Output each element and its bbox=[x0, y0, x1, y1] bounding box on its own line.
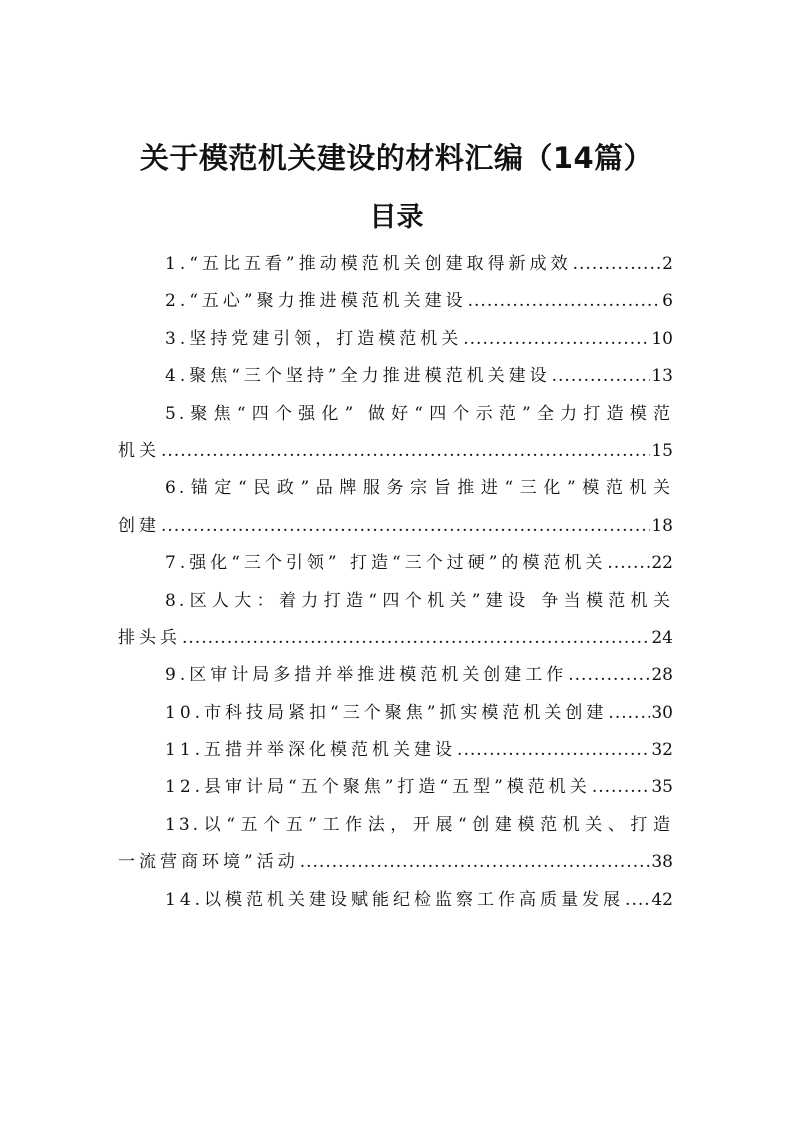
dot-leader bbox=[463, 321, 650, 358]
toc-entry-page: 22 bbox=[651, 553, 673, 574]
toc-entry-page: 32 bbox=[651, 740, 673, 761]
toc-entry-title: 9.区审计局多措并举推进模范机关创建工作 bbox=[165, 665, 568, 686]
toc-entry[interactable] bbox=[118, 283, 673, 320]
toc-entry[interactable] bbox=[118, 396, 673, 433]
toc-entry[interactable] bbox=[118, 321, 673, 358]
toc-entry-page: 35 bbox=[651, 777, 673, 798]
toc-entry[interactable] bbox=[118, 732, 673, 769]
toc-entry-title: 机关 bbox=[118, 440, 160, 461]
toc-entry-title: 8.区人大：着力打造“四个机关”建设 争当模范机关 bbox=[165, 590, 673, 611]
dot-leader bbox=[468, 283, 662, 320]
toc-entry[interactable] bbox=[118, 657, 673, 694]
toc-entry[interactable] bbox=[118, 844, 673, 881]
dot-leader bbox=[161, 508, 650, 545]
toc-entry-title: 5.聚焦“四个强化” 做好“四个示范”全力打造模范 bbox=[165, 403, 673, 424]
toc-entry-page: 10 bbox=[651, 328, 673, 349]
dot-leader bbox=[625, 882, 650, 919]
toc-entry-title: 排头兵 bbox=[118, 627, 181, 648]
toc-entry[interactable] bbox=[118, 695, 673, 732]
toc-entry[interactable] bbox=[118, 246, 673, 283]
toc-entry-title: 4.聚焦“三个坚持”全力推进模范机关建设 bbox=[165, 366, 551, 387]
toc-entry-title: 1.“五比五看”推动模范机关创建取得新成效 bbox=[165, 254, 572, 274]
toc-entry-title: 3.坚持党建引领，打造模范机关 bbox=[165, 328, 463, 349]
toc-entry[interactable] bbox=[118, 433, 673, 470]
toc-entry[interactable] bbox=[118, 358, 673, 395]
dot-leader bbox=[300, 844, 651, 881]
toc-entry-title: 7.强化“三个引领” 打造“三个过硬”的模范机关 bbox=[165, 553, 607, 574]
toc-heading: 目录 bbox=[369, 202, 424, 233]
toc-entry-title: 14.以模范机关建设赋能纪检监察工作高质量发展 bbox=[165, 889, 625, 910]
toc-entry-title: 13.以“五个五”工作法，开展“创建模范机关、打造 bbox=[165, 814, 673, 835]
toc-entry-page: 24 bbox=[651, 627, 673, 648]
toc-entry-title: 创建 bbox=[118, 515, 160, 536]
dot-leader bbox=[552, 358, 651, 395]
document-title: 关于模范机关建设的材料汇编（14篇） bbox=[139, 141, 654, 175]
toc-entry-page: 28 bbox=[651, 665, 673, 686]
toc-entry-page: 6 bbox=[662, 291, 673, 312]
toc-entry-page: 30 bbox=[651, 702, 673, 723]
toc-entry-page: 2 bbox=[662, 254, 673, 274]
dot-leader bbox=[592, 769, 651, 806]
toc-entry[interactable] bbox=[118, 470, 673, 507]
dot-leader bbox=[608, 695, 650, 732]
dot-leader bbox=[568, 657, 650, 694]
toc-entry-title: 6.锚定“民政”品牌服务宗旨推进“三化”模范机关 bbox=[165, 478, 673, 499]
toc-entry[interactable] bbox=[118, 807, 673, 844]
toc-entry-title: 12.县审计局“五个聚焦”打造“五型”模范机关 bbox=[165, 777, 591, 798]
toc-entry[interactable] bbox=[118, 882, 673, 919]
toc-entry-page: 18 bbox=[651, 515, 673, 536]
toc-entry-title: 10.市科技局紧扣“三个聚焦”抓实模范机关创建 bbox=[165, 702, 608, 723]
dot-leader bbox=[457, 732, 650, 769]
toc-entry[interactable] bbox=[118, 769, 673, 806]
toc-entry-page: 38 bbox=[651, 852, 673, 873]
dot-leader bbox=[607, 545, 650, 582]
dot-leader bbox=[573, 246, 662, 283]
toc-entry-title: 2.“五心”聚力推进模范机关建设 bbox=[165, 291, 467, 312]
toc-entry-page: 42 bbox=[651, 889, 673, 910]
toc-entry-title: 一流营商环境”活动 bbox=[118, 852, 299, 873]
toc-entry[interactable] bbox=[118, 620, 673, 657]
dot-leader bbox=[161, 433, 650, 470]
dot-leader bbox=[182, 620, 650, 657]
table-of-contents bbox=[118, 246, 673, 919]
toc-entry-page: 15 bbox=[651, 440, 673, 461]
toc-entry-page: 13 bbox=[651, 366, 673, 387]
toc-entry[interactable] bbox=[118, 583, 673, 620]
toc-entry[interactable] bbox=[118, 508, 673, 545]
toc-entry[interactable] bbox=[118, 545, 673, 582]
toc-entry-title: 11.五措并举深化模范机关建设 bbox=[165, 740, 457, 761]
